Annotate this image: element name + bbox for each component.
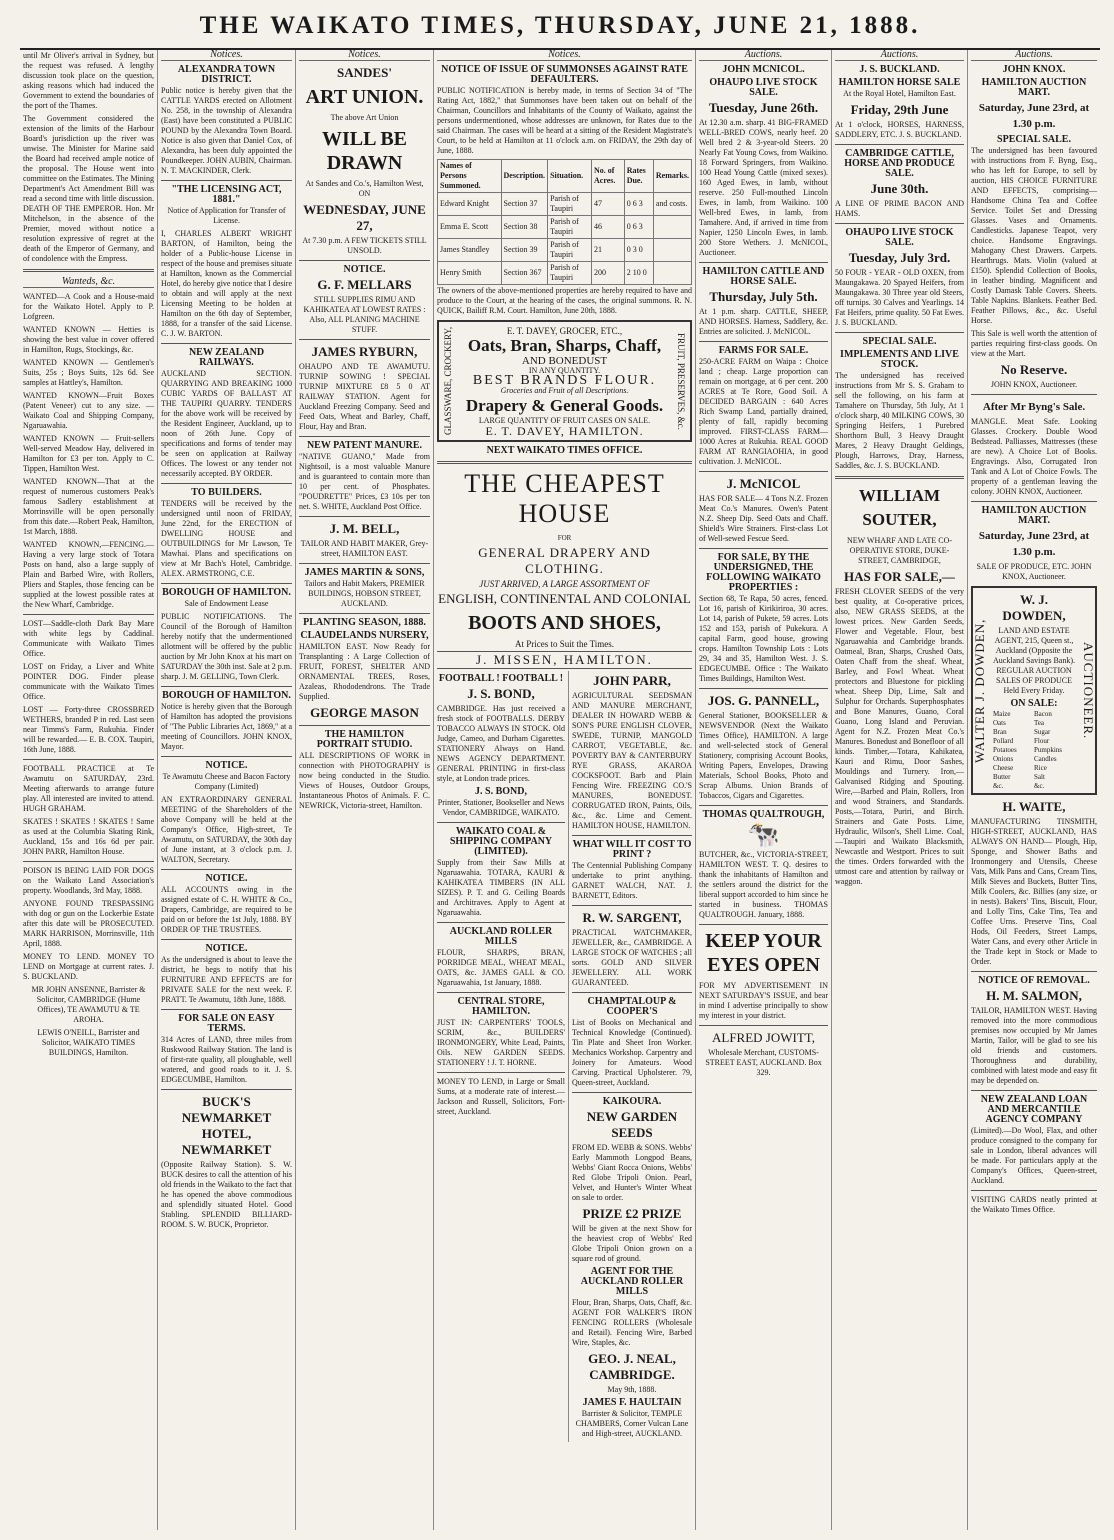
davey-line: LARGE QUANTITY OF FRUIT CASES ON SALE.: [478, 416, 651, 425]
notice-body: Public notice is hereby given that the CATTLE YARDS erected on Allotment No. 258, in the township of Alexandra (East) have been constituted a PUBLIC POUND by the Alexandra Town Board. Notice is also given that Daniel Cox, of Alexandra, has been duly appointed the Poundkeeper. JOHN AUBIN, Chairman. N. T. MACKINDER, Clerk.: [161, 86, 292, 175]
ad-text: General Stationer, BOOKSELLER & NEWSVENDOR (Next the Waikato Times Office), HAMILTON. A large and well-selected stock of General Stationery, comprising Account Books, Writing Papers, Envelopes, Drawing Materials, School Books, Photo and Scrap Albums. Union Brands of Tobaccos, Cigars and Cigarettes.: [699, 711, 828, 800]
ad-title: SANDES': [337, 65, 392, 80]
notice-title: BOROUGH OF HAMILTON.: [162, 587, 291, 598]
ad-title: JOHN PARR,: [593, 673, 671, 688]
sale-date: Thursday, July 5th.: [709, 289, 818, 304]
sale-text: At the Royal Hotel, Hamilton East.: [843, 89, 956, 98]
davey-line: AND BONEDUST: [521, 355, 608, 367]
sale-date: Tuesday, June 26th.: [708, 100, 819, 115]
dowden-side-right: AUCTIONEER.: [1081, 641, 1096, 740]
table-header: Description.: [501, 160, 548, 193]
ad-title: AGENT FOR THE AUCKLAND ROLLER MILLS: [580, 1266, 684, 1297]
notice-body: TENDERS will be received by the undersigned until noon of FRIDAY, June 22nd, for the ERECTION of DWELLING HOUSE and OUTBUILDINGS for Mr Lawson, Te Mawhai. Plans and specifications on view at Mr Bach's Hotel, Cambridge. ALEX. ARMSTRONG, C.E.: [161, 499, 292, 578]
ad-text: JUST IN: CARPENTERS' TOOLS, SCRIM, &c., BUILDERS' IRONMONGERY, White Lead, Paints, Oils. NEW GARDEN SEEDS. STATIONERY ! J. T. HORNE.: [437, 1018, 565, 1067]
lawyer-card: MR JOHN ANSENNE, Barrister & Solicitor, CAMBRIDGE (Hume Offices), TE AWAMUTU & TE AROHA.: [31, 985, 146, 1024]
lost-item: LOST on Friday, a Liver and White POINTER DOG. Finder please communicate with the Waikato Times Office.: [23, 662, 154, 701]
sale-list: HAS FOR SALE— 4 Tons N.Z. Frozen Meat Co.'s Manures. Owen's Patent N.Z. Sheep Dip. Seed Oats and Chaff. Shield's Wire Strainers. First-class Lot of Well-sewed Fescue Seed.: [699, 494, 828, 543]
sale-note: No Reserve.: [1000, 362, 1068, 377]
ad-text: BUTCHER, &c., VICTORIA-STREET, HAMILTON WEST. T. Q. desires to thank the inhabitants of Hamilton and the settlers around the district for the liberal support accorded to him since he started in business. THOMAS QUALTROUGH. January, 1888.: [699, 850, 828, 919]
sale-text: The undersigned has been favoured with instructions from F. Byng, Esq., who has left for Europe, to sell by auction, HIS CHOICE FURNITURE AND EFFECTS, comprising— Handsome China Tea and Coffee Service. Toilet Set and Dressing Glasses. Vases and Ornaments. Candlesticks. Japanese Teapot, very choice. Handsome Engravings. Mahogany Chest Drawers. Carpets. Hearthrugs. Mats. Violin (valued at £150). Splendid Collection of Books, in leather binding. Magnificent and Costly Damask Table Covers. Sheets. Table Napkins. Blankets. Feather Bed. Feather Pillows, &c., &c. Useful Horse.: [971, 146, 1097, 325]
section-header: Notices.: [299, 50, 430, 61]
dowden-ad: [971, 586, 1097, 795]
notice-body: AN EXTRAORDINARY GENERAL MEETING of the Shareholders of the above Company will be held at the Company's Office, High-street, Te Awamutu, on SATURDAY, the 30th day of June instant, at 3 o'clock p.m. J. WALTON, Secretary.: [161, 795, 292, 864]
cheapest-line: FOR: [557, 534, 572, 542]
subcolumn-left: [437, 671, 569, 1442]
sale-title: After Mr Byng's Sale.: [982, 401, 1086, 413]
poison-notice: POISON IS BEING LAID FOR DOGS on the Waikato Land Association's property. Woodlands, 3rd May, 1888.: [23, 866, 154, 895]
notice-title: JAMES MARTIN & SONS,: [304, 567, 425, 578]
wanted-item: WANTED KNOWN — Fruit-sellers Well-served Meadow Hay, delivered in Hamilton for £3 per ton. Apply to C. Tippen, Hamilton West.: [23, 434, 154, 473]
section-header: Auctions.: [835, 50, 964, 61]
ad-text: The Centennial Publishing Company undertake to print anything. GARNET WALCH, NAT. J. BARNETT, Editors.: [572, 861, 692, 900]
notice-title: BOROUGH OF HAMILTON.: [162, 690, 291, 701]
ad-text: The above Art Union: [330, 113, 399, 122]
defaulters-table: [437, 159, 692, 285]
hotel-body: (Opposite Railway Station). S. W. BUCK desires to call the attention of his old friends in the Waikato to the fact that he has opened the above commodious and splendidly situated Hotel. Good Stabling. SPLENDID BILLIARD-ROOM. S. W. BUCK, Proprietor.: [161, 1160, 292, 1229]
ad-title: HAS FOR SALE,—: [844, 569, 955, 584]
table-row: Edward Knight Section 37 Parish of Taupiri 47 0 6 3 and costs.: [438, 193, 692, 216]
ad-text: MANUFACTURING TINSMITH, HIGH-STREET, AUCKLAND, HAS ALWAYS ON HAND— Plough, Hip, Sponge, and Shower Baths and Ironmongery and Utensils, Cheese Vats, Milk Pans and Cans, Cream Tins, Milk Sieves and Buckets, Butter Tins, Milk Coolers, &c. Billies (any size, or in nests). Bakers' Tins, Biscuit, Flour, and Lolly Tins, Cake Tins, Tea and Coffee Urns. Preserve Tins, Coal Hods, Oil Feeders, Street Lamps, Water Cans, and every other Article in the Trade kept in Stock or Made to Order.: [971, 817, 1097, 966]
ad-text: At Sandes and Co.'s, Hamilton West, ON: [305, 179, 424, 198]
ad-title: WAIKATO COAL & SHIPPING COMPANY (LIMITED).: [449, 826, 553, 857]
ad-title: JAMES F. HAULTAIN: [582, 1397, 682, 1408]
davey-side-left: GLASSWARE, CROCKERY,: [443, 326, 453, 436]
table-header: Situation.: [548, 160, 592, 193]
ad-title-large: KEEP YOUR EYES OPEN: [705, 930, 822, 976]
sale-date: Saturday, June 23rd, at 1.30 p.m.: [978, 102, 1090, 130]
notice-title: NOTICE OF ISSUE OF SUMMONSES AGAINST RATE DEFAULTERS.: [441, 64, 688, 85]
subcolumn-right: [569, 671, 692, 1442]
column-auctions-3: [968, 50, 1100, 1530]
davey-footer: NEXT WAIKATO TIMES OFFICE.: [486, 445, 643, 456]
ad-text: VISITING CARDS neatly printed at the Waikato Times Office.: [971, 1195, 1097, 1214]
notice-title: NEW PATENT MANURE.: [306, 440, 423, 451]
ad-date: WEDNESDAY, JUNE 27,: [303, 202, 426, 233]
wanted-item: WANTED KNOWN — Gentlemen's Suits, 25s ; Boys Suits, 12s 6d. See samples at Hattley's, Hamilton.: [23, 358, 154, 387]
wanted-item: WANTED KNOWN—That at the request of numerous customers Peak's famous Sadlery establishment at Morrinsville will be open personally from this date.—Robert Peak, Hamilton, 1st March, 1888.: [23, 477, 154, 536]
sale-title: FARMS FOR SALE.: [718, 345, 809, 356]
notice-title: NOTICE.: [205, 873, 248, 884]
column-notices: [158, 50, 296, 1530]
column-auctions-2: [832, 50, 968, 1530]
notice-body: I, CHARLES ALBERT WRIGHT BARTON, of Hamilton, being the holder of a Public-house License in respect of the house and premises situate at Hamilton, known as the Commercial Hotel, do hereby give notice that I desire to obtain and will apply at the next Licensing Meeting to be holden at Hamilton on the 6th day of September, 1888, for a transfer of the said License. C. J. W. BARTON.: [161, 229, 292, 338]
ad-title: W. J. DOWDEN,: [1002, 592, 1066, 623]
ad-text: FROM ED. WEBB & SONS. Webbs' Early Mammoth Longpod Beans, Webbs' Giant Rocca Onions, Webbs' Red Globe Tripoli Onion. Pearl, Velvet, and Hunter's Winter Wheat on sale to order.: [572, 1143, 692, 1202]
ad-text: MONEY TO LEND, in Large or Small Sums, at a moderate rate of interest.—Jackson and Russell, Solicitors, Fort-street, Auckland.: [437, 1077, 565, 1116]
cheapest-line: BOOTS AND SHOES,: [468, 612, 661, 634]
davey-line: E. T. DAVEY, HAMILTON.: [485, 424, 644, 438]
ad-text: ALL DESCRIPTIONS OF WORK in connection with PHOTOGRAPHY is now being conducted in the Studio. Views of Houses, Outdoor Groups, Instantaneous Photos of Animals. F. C. NEWRICK, Victoria-street, Hamilton.: [299, 751, 430, 810]
ad-title: J. S. BOND,: [475, 786, 527, 797]
ad-text: List of Books on Mechanical and Technical Knowledge (Continued). Tin Plate and Sheet Iron Worker. Mechanics Workshop. Carpentry and Joinery for Amateurs. Wood Carving. Practical Upholsterer. 79, Queen-street, Auckland.: [572, 1018, 692, 1087]
sale-title: J. McNICOL: [726, 476, 801, 491]
ad-text: AGRICULTURAL SEEDSMAN AND MANURE MERCHANT, DEALER IN HOWARD WEBB & SON'S PURE ENGLISH CLOVER, SWEDE, TURNIP, MANGOLD CARROT, VEGETABLE, &c. POVERTY BAY & CANTERBURY RYE GRASS, AKAROA COCKSFOOT. Barb and Plain Fencing Wire. FREEZING CO.'S MANURES, BONEDUST. CORRUGATED IRON, Paints, Oils, &c., &c. Lime and Cement. HAMILTON HOUSE, HAMILTON.: [572, 691, 692, 830]
notice-body: 314 Acres of LAND, three miles from Ruskwood Railway Station. The land is of first-rate quality, all ploughable, well watered, and good roads to it. J. S. EDGECUMBE, Hamilton.: [161, 1035, 292, 1084]
column-auctions-1: [696, 50, 832, 1530]
column-notices-2: [296, 50, 434, 1530]
ad-text: PRACTICAL WATCHMAKER, JEWELLER, &c., CAMBRIDGE. A LARGE STOCK OF WATCHES ; all sorts. GOLD AND SILVER JEWELLERY. ALL WORK GUARANTEED.: [572, 928, 692, 987]
notice-subtitle: Sale of Endowment Lease: [184, 599, 269, 608]
table-header: Remarks.: [653, 160, 691, 193]
davey-line: Oats, Bran, Sharps, Chaff,: [467, 336, 662, 355]
sale-title: HAMILTON HORSE SALE: [838, 77, 961, 88]
sale-title: SPECIAL SALE.: [997, 134, 1071, 145]
auctioneer-name: JOHN KNOX.: [1002, 64, 1066, 75]
ad-text: HAMILTON EAST. Now Ready for Transplanting : A Large Collection of FRUIT, FOREST, SHELTER AND ORNAMENTAL TREES, Roses, Azaleas, Rhododendrons. The Trade Supplied.: [299, 642, 430, 701]
auctioneer-name: J. S. BUCKLAND.: [859, 64, 940, 75]
ad-title: PRIZE £2 PRIZE: [582, 1206, 682, 1221]
ad-title-large: WILLIAM SOUTER,: [858, 486, 941, 529]
sale-list: At 1 p.m. sharp. CATTLE, SHEEP, AND HORSES. Harness, Saddlery, &c. Entries are solicited. J. McNICOL.: [699, 307, 828, 336]
ad-title: FOOTBALL ! FOOTBALL !: [438, 673, 564, 684]
notice-title: PLANTING SEASON, 1888.: [303, 617, 426, 628]
ad-text: OHAUPO AND TE AWAMUTU. TURNIP SOWING ! SPECIAL TURNIP MIXTURE £8 5 0 AT RAILWAY STATION. Agent for Auckland Freezing Company. Seed and Feed Oats, Wheat and Barley, Chaff, Flour, Hay and Bran.: [299, 362, 430, 431]
davey-line: BEST BRANDS FLOUR.: [472, 373, 657, 388]
cow-icon: 🐄: [747, 820, 780, 849]
two-col-ads: [437, 671, 692, 1442]
ad-title: ALFRED JOWITT,: [711, 1030, 816, 1045]
ad-text: CAMBRIDGE. Has just received a fresh stock of FOOTBALLS. DERBY TOBACCO ALWAYS IN STOCK. Old Judge, Cameo, and Durham Cigarettes. STATIONERY Always on Hand. NEWS AGENCY DEPARTMENT. GENERAL PRINTING in first-class style, at London trade prices.: [437, 704, 565, 783]
wanted-item: WANTED KNOWN—Fruit Boxes (Patent Veneer) cut to any size. —Waikato Coal and Shipping Company, Ngaruawahia.: [23, 391, 154, 430]
skates-ad: SKATES ! SKATES ! SKATES ! Same as used at the Columbia Skating Rink, Auckland, 15s and 16s 6d per pair. JOHN PARR, Hamilton House.: [23, 817, 154, 856]
sale-text: A LINE OF PRIME BACON AND HAMS.: [835, 199, 964, 218]
notice-body: PUBLIC NOTIFICATION is hereby made, in terms of Section 34 of "The Rating Act, 1882," that Summonses have been taken out on behalf of the Chairman, Councillors and Inhabitants of the County of Waikato, against the persons undermentioned, whose addresses are unknown, for Rates due to the said Chairman. The cases will be heard at a sitting of the Resident Magistrate's Court, to be held at Hamilton at 11 o'clock a.m. on FRIDAY, the 29th day of June, 1888.: [437, 86, 692, 155]
notice-title: NOTICE.: [205, 760, 248, 771]
ad-text: FOR MY ADVERTISEMENT IN NEXT SATURDAY'S ISSUE, and bear in mind I advertise principally to show my interest in your district.: [699, 981, 828, 1020]
notice-title: NOTICE.: [205, 943, 248, 954]
notice-body: ALL ACCOUNTS owing in the assigned estate of C. H. WHITE & Co., Drapers, Cambridge, are required to be paid on or before the 1st July, 1888. BY ORDER OF THE TRUSTEES.: [161, 885, 292, 934]
davey-line: Drapery & General Goods.: [465, 396, 664, 415]
ad-title: JOS. G. PANNELL,: [707, 693, 820, 708]
masthead-title: THE WAIKATO TIMES, THURSDAY, JUNE 21, 1888.: [199, 12, 921, 39]
notice-title: FOR SALE ON EASY TERMS.: [178, 1013, 275, 1034]
notice-body: AUCKLAND SECTION. QUARRYING AND BREAKING 1000 CUBIC YARDS OF BALLAST AT THE TAUPIRI QUARRY. TENDERS for the above work will be received by the Resident Engineer, Auckland, up to noon of 26th June. Copy of specifications and forms of tender may be seen on application at Railway Offices. The lowest or any tender not necessarily accepted. BY ORDER.: [161, 369, 292, 478]
notice-body: Notice is hereby given that the Borough of Hamilton has adopted the provisions of "The Public Libraries Act, 1869," at a meeting of Councillors. JOHN KNOX, Mayor.: [161, 702, 292, 751]
lawyer-card: LEWIS O'NEILL, Barrister and Solicitor, WAIKATO TIMES BUILDINGS, Hamilton.: [37, 1028, 140, 1057]
ad-text: Will be given at the next Show for the heaviest crop of Webbs' Red Globe Tripoli Onion grown on a square rod of ground.: [572, 1224, 692, 1263]
notice-body: The owners of the above-mentioned properties are hereby required to have and produce to the Court, at the hearing of the cases, the original summons. R. N. QUICK, Bailiff R.M. Court. Hamilton, June 20th, 1888.: [437, 286, 692, 315]
notice-title: TO BUILDERS.: [191, 487, 262, 498]
wanted-item: WANTED—A Cook and a House-maid for the Waikato Hotel. Apply to P. Lofgreen.: [23, 292, 154, 321]
sale-date: Saturday, June 23rd, at 1.30 p.m.: [978, 530, 1090, 558]
ad-title: J. M. BELL,: [329, 521, 400, 536]
ad-text: LAND AND ESTATE AGENT, 215, Queen st., Auckland (Opposite the Auckland Savings Bank). REGULAR AUCTION SALES OF PRODUCE Held Every Friday.: [993, 626, 1075, 695]
column-wide-notices: [434, 50, 696, 1530]
sale-list: 250-ACRE FARM on Waipa : Choice land ; cheap. Large proportion can remain on mortgage, at 6 per cent. 200 ACRES at Te Rore, Good Soil. A DECIDED BARGAIN : 640 Acres Rich Swamp Land, partially drained, plenty of fall, rapidly becoming improved. FIRST-CLASS FARM—1000 Acres at Rukuhia. REAL GOOD FARM AT RANGIAOHIA, in good cultivation. J. McNICOL.: [699, 357, 828, 466]
ad-text: STILL SUPPLIES RIMU AND KAHIKATEA AT LOWEST RATES : Also, ALL PLANING MACHINE STUFF.: [303, 295, 426, 334]
ad-text: Flour, Bran, Sharps, Oats, Chaff, &c. AGENT FOR WALKER'S IRON FENCING ROLLERS (Wholesale and Retail). Fencing Wire, Barbed Wire, Staples, &c.: [572, 1298, 692, 1347]
sale-title: SPECIAL SALE.: [862, 336, 937, 347]
table-row: Henry Smith Section 367 Parish of Taupiri 200 2 10 0: [438, 262, 692, 285]
wanted-item: WANTED KNOWN,—FENCING.—Having a very large stock of Totara Posts on hand, also a large supply of Plain and Barbed Wire, with Rollers, Pliers and Staples, those fencing can be supplied at the lowest possible rates at the New Wharf, Cambridge.: [23, 540, 154, 609]
notice-title: ALEXANDRA TOWN DISTRICT.: [177, 64, 276, 85]
ad-title: NEW GARDEN SEEDS: [586, 1109, 678, 1140]
sale-title: IMPLEMENTS AND LIVE STOCK.: [840, 349, 959, 370]
ad-title: GEO. J. NEAL, CAMBRIDGE.: [588, 1351, 676, 1382]
sale-title: FOR SALE, BY THE UNDERSIGNED, THE FOLLOWING WAIKATO PROPERTIES :: [706, 552, 821, 593]
sale-date: June 30th.: [870, 181, 929, 196]
sale-text: This Sale is well worth the attention of parties requiring first-class goods. On view at the Mart.: [971, 329, 1097, 358]
notice-title: THE HAMILTON PORTRAIT STUDIO.: [316, 729, 413, 750]
column-news: [20, 50, 158, 1530]
notice-subtitle: Notice of Application for Transfer of License.: [167, 206, 286, 225]
football-notice: FOOTBALL PRACTICE at Te Awamutu on SATURDAY, 23rd. Meeting afterwards to arrange future play. All interested are invited to attend. HUGH GRAHAM.: [23, 764, 154, 813]
ad-title: NOTICE OF REMOVAL.: [978, 975, 1090, 986]
section-header: Auctions.: [971, 50, 1097, 61]
ad-text: Tailors and Habit Makers, PREMIER BUILDINGS, HOBSON STREET, AUCKLAND.: [304, 579, 425, 608]
notice-title: CLAUDELANDS NURSERY,: [300, 630, 429, 641]
news-body: The Government considered the extension of the limits of the Harbour Board's jurisdiction up the river was unwise. The Minister for Marine said the Board had received ample notice of the proposal. The House went into committee on the Estimates. The Mining Department's Act Amendment Bill was read a second time with little discussion. DEATH OF THE EMPEROR. Hon. Mr Mitchelson, in the absence of the Premier, moved without notice a resolution expressive of regret at the death of the Emperor of Germany, and of condolence with the Empress.: [23, 114, 154, 263]
ad-text: Supply from their Saw Mills at Ngaruawahia. TOTARA, KAURI & KAHIKATEA TIMBERS (IN ALL SIZES). P. T. and G. Ceiling Boards and Architraves. Apply to Agent at Ngaruawahia.: [437, 858, 565, 917]
wanted-item: WANTED KNOWN — Hetties is showing the best value in cover offered in Hamilton, Rugs, Stockings, &c.: [23, 325, 154, 354]
ad-title: CENTRAL STORE, HAMILTON.: [457, 996, 545, 1017]
ad-text: Wholesale Merchant, CUSTOMS-STREET EAST, AUCKLAND. Box 329.: [705, 1048, 822, 1077]
davey-line: IN ANY QUANTITY.: [528, 366, 601, 375]
davey-top: E. T. DAVEY, GROCER, ETC.,: [506, 326, 623, 336]
ad-title: NEW ZEALAND LOAN AND MERCANTILE AGENCY COMPANY: [980, 1094, 1088, 1125]
notice-body: PUBLIC NOTIFICATIONS. The Council of the Borough of Hamilton hereby notify that the undermentioned allotment will be offered by the public auction by Mr John Knox at his mart on SATURDAY the 30th inst. Sale at 2 p.m. sharp. J. M. GELLING, Town Clerk.: [161, 612, 292, 681]
notice-title: "THE LICENSING ACT, 1881.": [171, 184, 282, 205]
ad-title: J. S. BOND,: [467, 686, 535, 701]
ad-text: "NATIVE GUANO," Made from Nightsoil, is a most valuable Manure and is guaranteed to contain more than 10 per cent. of Phosphates. "POUDRETTE" Prices, £3 10s per ton net. S. WHITE, Auckland Post Office.: [299, 452, 430, 511]
ad-text: Printer, Stationer, Bookseller and News Vendor, CAMBRIDGE, WAIKATO.: [437, 798, 565, 817]
ad-title: THOMAS QUALTROUGH,: [702, 809, 825, 820]
ad-text: (Limited).—Do Wool, Flax, and other produce consigned to the company for sale in London, liberal advances will be made. For particulars apply at the Company's Offices, Queen-street, Auckland.: [971, 1126, 1097, 1185]
davey-ad: [437, 320, 692, 442]
cheapest-line: ENGLISH, CONTINENTAL AND COLONIAL: [438, 591, 691, 606]
sale-list: At 12.30 a.m. sharp. 41 BIG-FRAMED WELL-BRED COWS, nearly heef. 20 Well bred 2 & 3-year-old Steers. 20 Nearly Fat Young Cows, from Waikino. 18 Forward Springers, from Waikino. 100 Head Young Cattle (mixed sexes). 160 Aged Ewes, in lamb, without reserve. 250 Full-mouthed Lincoln Ewes, in lamb, from Waikino. 100 Well-bred Ewes, in lamb, from Tamahere. And, if arrived in time from Napier, 1250 Lincoln Ewes, in lamb. 200 Store Wethers. J. McNICOL, Auctioneer.: [699, 118, 828, 257]
notice-body: As the undersigned is about to leave the district, he begs to notify that his FURNITURE AND EFFECTS are for PRIVATE SALE for the next week. F. PRATT. Te Awamutu, 18th June, 1888.: [161, 955, 292, 1004]
ad-text: FLOUR, SHARPS, BRAN, PORRIDGE MEAL, WHEAT MEAL, OATS, &c. JAMES GALL & CO. Ngaruawahia, 1st January, 1888.: [437, 948, 565, 987]
table-header: Names of Persons Summoned.: [438, 160, 502, 193]
notice-subtitle: Te Awamutu Cheese and Bacon Factory Company (Limited): [162, 772, 291, 791]
ad-title: GEORGE MASON: [310, 705, 419, 720]
lost-item: LOST—Saddle-cloth Dark Bay Mare with white legs by Caddinal. Communicate with Waikato Times Office.: [23, 619, 154, 658]
sale-text: JOHN KNOX, Auctioneer.: [990, 380, 1078, 389]
sale-text: MANGLE. Meat Safe. Looking Glasses. Crockery. Double Wood Bedstead. Palliasses, Mattresses (these are new). A Choice Lot of Books. Engravings. Also, Corrugated Iron Tank and A Lot of Choice Fowls. The property of a gentleman leaving the colony. JOHN KNOX, Auctioneer.: [971, 417, 1097, 496]
wanted-header: Wanteds, &c.: [23, 277, 154, 288]
ad-text: May 9th, 1888.: [607, 1385, 657, 1394]
notice-title: NEW ZEALAND RAILWAYS.: [188, 347, 265, 368]
ad-text: At 7.30 p.m. A FEW TICKETS STILL UNSOLD.: [302, 236, 427, 255]
ad-text: TAILOR AND HABIT MAKER, Grey-street, HAMILTON EAST.: [300, 539, 429, 558]
davey-side-right: FRUIT, PRESERVES, &c.: [676, 332, 686, 430]
on-sale-list: Maize Bacon Oats Tea Bran Sugar Pollard Flour Potatoes Pumpkins Onions Candles Cheese Rice Butter Salt &c. &c.: [993, 710, 1063, 790]
ad-title-large: WILL BE DRAWN: [321, 128, 408, 174]
table-header: No. of Acres.: [592, 160, 625, 193]
lost-item: LOST — Forty-three CROSSBRED WETHERS, branded P in red. Last seen near Timms's Farm, Rukuhia. Finder will be rewarded.— E. B. COX. Taupiri, 16th June, 1888.: [23, 705, 154, 754]
ad-title: R. W. SARGENT,: [582, 910, 682, 925]
sale-text: SALE OF PRODUCE, ETC. JOHN KNOX, Auctioneer.: [976, 562, 1092, 581]
sale-text: At 1 o'clock, HORSES, HARNESS, SADDLERY, ETC. J. S. BUCKLAND.: [835, 120, 964, 139]
cheapest-line: At Prices to Suit the Times.: [514, 639, 614, 649]
ad-text: TAILOR, HAMILTON WEST. Having removed into the more commodious premises now occupied by Mr James Martin, Tailor, will be glad to see his old friends and customers. Thoroughness and durability, combined with latest mode and easy fit may be depended on.: [971, 1006, 1097, 1085]
dowden-side-left: WALTER J. DOWDEN,: [972, 618, 987, 763]
notice-title: NOTICE.: [343, 264, 386, 275]
table-row: James Standley Section 39 Parish of Taupiri 21 0 3 0: [438, 239, 692, 262]
trespass-notice: ANYONE FOUND TRESPASSING with dog or gun on the Lockerbie Estate after this date will be PROSECUTED. MARK HARRISON, Morrinsville, 11th April, 1888.: [23, 899, 154, 948]
ad-text: NEW WHARF AND LATE CO-OPERATIVE STORE, DUKE-STREET, CAMBRIDGE,: [846, 536, 953, 565]
table-header: Rates Due.: [624, 160, 653, 193]
ad-title-large: ART UNION.: [305, 86, 424, 108]
sale-text: 50 FOUR - YEAR - OLD OXEN, from Maungakawa. 20 Spayed Heifers, from Maungakawa. 30 Three year old Steers, off turnips. 30 Calves and Yearlings. 14 Fat Heifers, prime quality. 50 Fat Ewes. J. S. BUCKLAND.: [835, 268, 964, 327]
section-header: Notices.: [161, 50, 292, 61]
ad-title: H. M. SALMON,: [986, 988, 1082, 1003]
ad-title: KAIKOURA.: [602, 1096, 662, 1107]
hotel-title: BUCK'S NEWMARKET HOTEL, NEWMARKET: [181, 1094, 272, 1157]
masthead: [20, 4, 1100, 50]
sale-title: CAMBRIDGE CATTLE, HORSE AND PRODUCE SALE.: [844, 148, 955, 179]
ad-title: H. WAITE,: [1002, 799, 1066, 814]
cheapest-title: THE CHEAPEST HOUSE: [464, 469, 665, 528]
section-header: Auctions.: [699, 50, 828, 61]
sale-title: OHAUPO LIVE STOCK SALE.: [709, 77, 818, 98]
ad-title: AUCKLAND ROLLER MILLS: [449, 926, 553, 947]
sale-date: Tuesday, July 3rd.: [848, 250, 951, 265]
table-row: Emma E. Scott Section 38 Parish of Taupiri 46 0 6 3: [438, 216, 692, 239]
missen-name: J. MISSEN, HAMILTON.: [437, 651, 692, 669]
money-ad: MONEY TO LEND. MONEY TO LEND on Mortgage at current rates. J. S. BUCKLAND.: [23, 952, 154, 981]
ad-title: JAMES RYBURN,: [311, 344, 418, 359]
sale-text: The undersigned has received instructions from Mr S. S. Graham to sell the following, on his farm at Tamahere on Thursday, 5th July, At 1 o'clock sharp, 40 MILKING COWS, 30 Springing Heifers, 1 Purebred Shorthorn Bull, 3 Heavy Draught Mares, 2 Heavy Draught Geldings, Plough, Harrows, Dray, Harness, Saddles, &c. J. S. BUCKLAND.: [835, 371, 964, 470]
sale-list: Section 68, Te Rapa, 50 acres, fenced. Lot 16, parish of Kirikiriroa, 30 acres. Lot 14, parish of Pukete, 59 acres. Lots 152 and 153, parish of Pukekura. A capital Farm, good house, growing crops. Hamilton Township Lots : Lots 29, 34 and 35, Hamilton West. J. S. EDGECUMBE. Office : The Waikato Times Buildings, Hamilton West.: [699, 594, 828, 683]
sale-title: HAMILTON AUCTION MART.: [981, 77, 1087, 98]
ad-title: WHAT WILL IT COST TO PRINT ?: [572, 839, 692, 860]
ad-text: Barrister & Solicitor, TEMPLE CHAMBERS, Corner Vulcan Lane and High-street, AUCKLAND.: [575, 1409, 689, 1438]
cheapest-line: GENERAL DRAPERY AND CLOTHING.: [478, 545, 651, 576]
sale-title: HAMILTON AUCTION MART.: [981, 505, 1087, 526]
news-intro: until Mr Oliver's arrival in Sydney, but the request was refused. A lengthy discussion took place on the question, asking reasons which had induced the Government to extend the boundaries of the port of the Thames.: [23, 51, 154, 110]
ad-title: G. F. MELLARS: [317, 277, 412, 292]
ad-title: CHAMPTALOUP & COOPER'S: [587, 996, 677, 1017]
section-header: Notices.: [437, 50, 692, 61]
sale-title: HAMILTON CATTLE AND HORSE SALE.: [702, 266, 825, 287]
ad-text: FRESH CLOVER SEEDS of the very best quality, at Co-operative prices, also, NEW GRASS SEEDS, at the lowest prices. New Garden Seeds, Flower and Vegetable. Flour, best Ngaruawahia and Cambridge brands. Oatmeal, Bran, Sharps, Crushed Oats, Oaten Chaff from the sheaf. Wheat, Barley, and Fowl Wheat. Wheat protectors and Bluestone for pickling wheat. Sheep Dip, Lime, Salt and Sulphur for Orchards. Superphosphates and Bone Manures, Guano, Coral Guano, Long Island and Peruvian. Agent for N.Z. Frozen Meat Co.'s Manures. Bonedust and Bonefloor of all kinds. Timber,—Totara, Kahikatea, Kauri and Rimu, Door Sashes, Mouldings and Turnery. Iron,—Galvanised Ridging and Spouting. Wire,—Barbed and Plain, Rollers, Iron and wood Strainers, and Standards. Posts,—Totara, Puriri, and Birch. Strainers and Gate Posts. Lime, Hydraulic, Wilson's, Shell Lime. Coal,—Taupiri and Waikato Blacksmith, Newcastle and Westport. Prices to suit the times. Orders forwarded with the utmost care and attention by railway or waggon.: [835, 587, 964, 886]
cheapest-line: JUST ARRIVED, A LARGE ASSORTMENT OF: [479, 579, 650, 589]
sale-title: OHAUPO LIVE STOCK SALE.: [845, 227, 954, 248]
davey-line: Groceries and Fruit of all Descriptions.: [500, 386, 629, 395]
sale-date: Friday, 29th June: [850, 102, 949, 117]
ad-title: ON SALE:: [1010, 698, 1058, 709]
auctioneer-name: JOHN MCNICOL.: [722, 64, 805, 75]
columns: [20, 50, 1100, 1530]
